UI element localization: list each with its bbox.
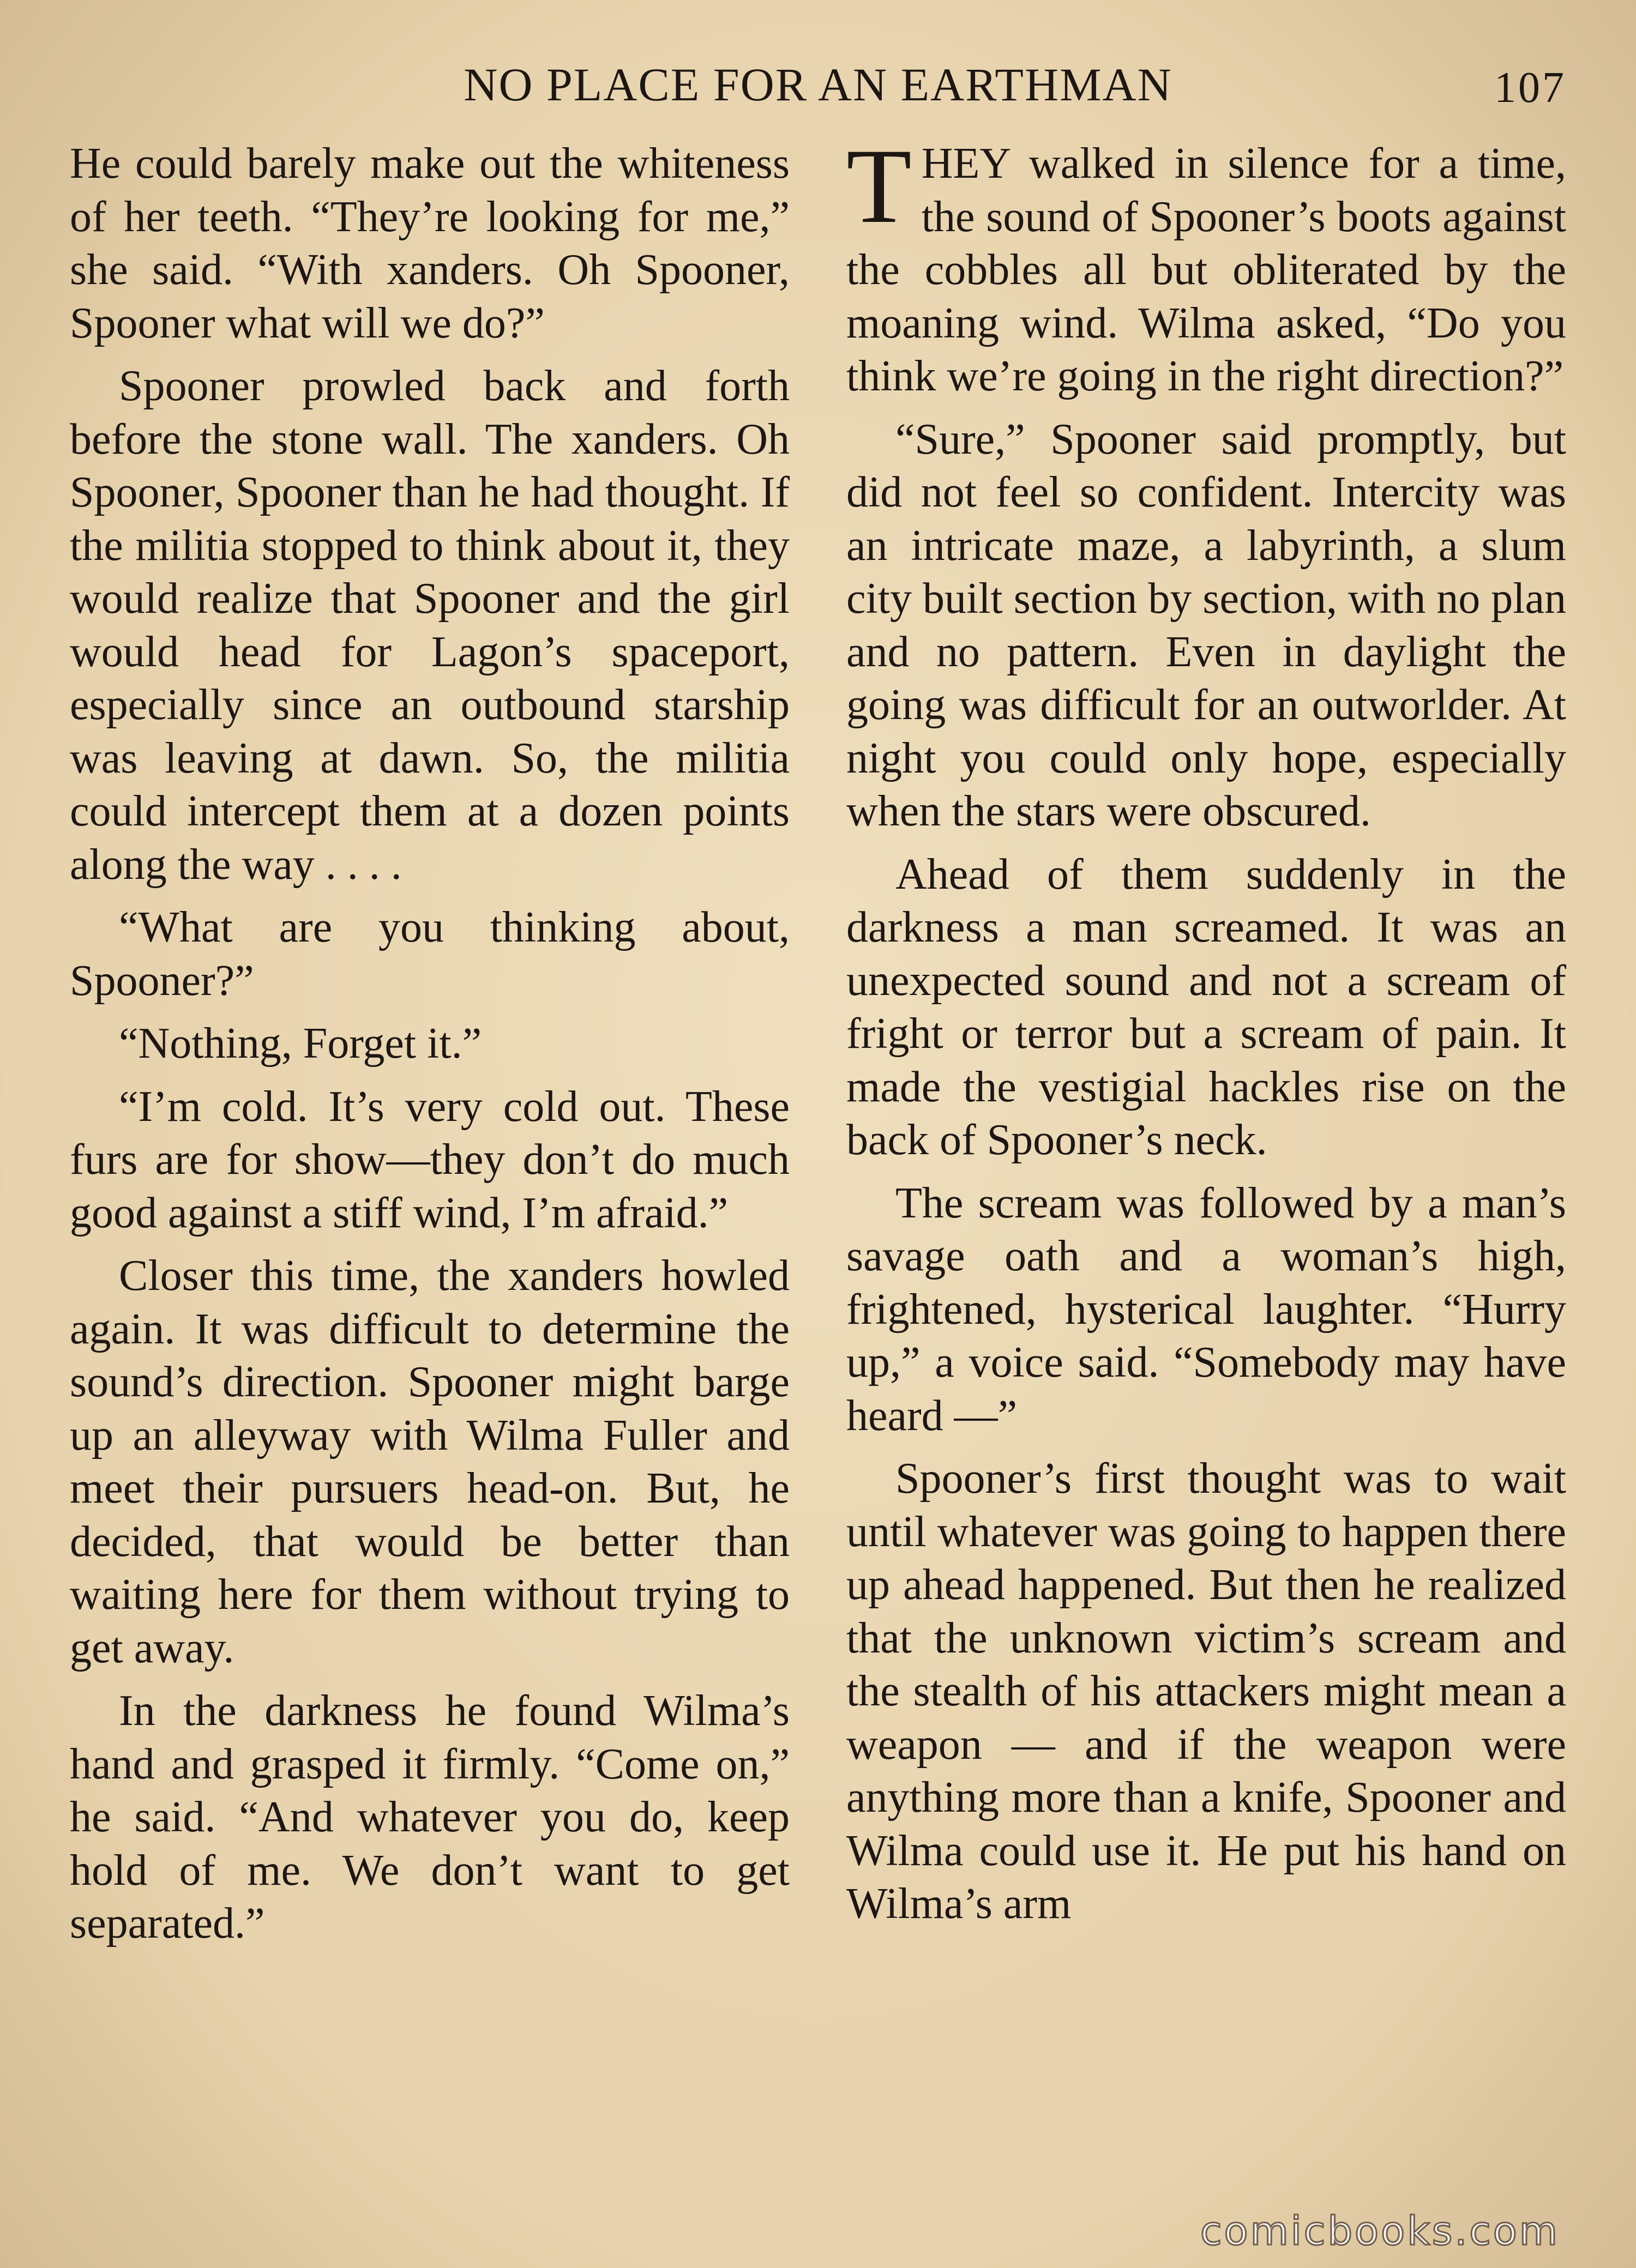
paragraph: “Nothing, Forget it.”	[119, 1020, 482, 1067]
paragraph: “Sure,” Spooner said promptly, but did not feel so confident. Intercity was an intricate maze, a labyrinth, a slum city built section by section, with no plan and no pattern. Even in daylight the going was difficult for an outworlder. At night you could only hope, especially when the stars were obscured.	[846, 415, 1566, 835]
page-number: 107	[1494, 64, 1566, 112]
paragraph: In the darkness he found Wilma’s hand and grasped it firmly. “Come on,” he said. “And whatever you do, keep hold of me. We don’t want to get separated.”	[70, 1687, 790, 1947]
paragraph: He could barely make out the whiteness of her teeth. “They’re looking for me,” she said. “With xanders. Oh Spooner, Spooner what will we do?”	[70, 140, 790, 347]
paragraph: “I’m cold. It’s very cold out. These furs are for show—they don’t do much good against a stiff wind, I’m afraid.”	[70, 1082, 790, 1237]
lead-paragraph	[846, 127, 1566, 403]
paragraph: “What are you thinking about, Spooner?”	[70, 903, 790, 1005]
left-column	[70, 137, 790, 1961]
paragraph: Closer this time, the xanders howled again. It was difficult to determine the sound’s direction. Spooner might barge up an alleyway with Wilma Fuller and meet their pursuers head-on. But, he decided, that would be better than waiting here for them without trying to get away.	[70, 1252, 790, 1672]
paragraph: Spooner prowled back and forth before the stone wall. The xanders. Oh Spooner, Spooner than he had thought. If the militia stopped to think about it, they would realize that Spooner and the girl would head for Lagon’s spaceport, especially since an outbound starship was leaving at dawn. So, the militia could intercept them at a dozen points along the way . . . .	[70, 362, 790, 889]
paragraph: Ahead of them suddenly in the darkness a man screamed. It was an unexpected sound and not a scream of fright or terror but a scream of pain. It made the vestigial hackles rise on the back of Spooner’s neck.	[846, 850, 1566, 1164]
page-header	[0, 55, 1636, 114]
right-column	[846, 127, 1566, 1941]
running-head: NO PLACE FOR AN EARTHMAN	[464, 58, 1172, 111]
drop-cap: T	[846, 127, 912, 245]
watermark: comicbooks.com	[1200, 2208, 1560, 2254]
paragraph: The scream was followed by a man’s savage oath and a woman’s high, frightened, hysterical laughter. “Hurry up,” a voice said. “Somebody may have heard —”	[846, 1179, 1566, 1440]
paragraph: Spooner’s first thought was to wait until whatever was going to happen there up ahead happened. But then he realized that the unknown victim’s scream and the stealth of his attackers might mean a weapon — and if the weapon were anything more than a knife, Spooner and Wilma could use it. He put his hand on Wilma’s arm	[846, 1455, 1566, 1928]
lead-paragraph-text: HEY walked in silence for a time, the sound of Spooner’s boots against the cobbles all but obliterated by the moaning wind. Wilma asked, “Do you think we’re going in the right direction?”	[846, 140, 1566, 400]
